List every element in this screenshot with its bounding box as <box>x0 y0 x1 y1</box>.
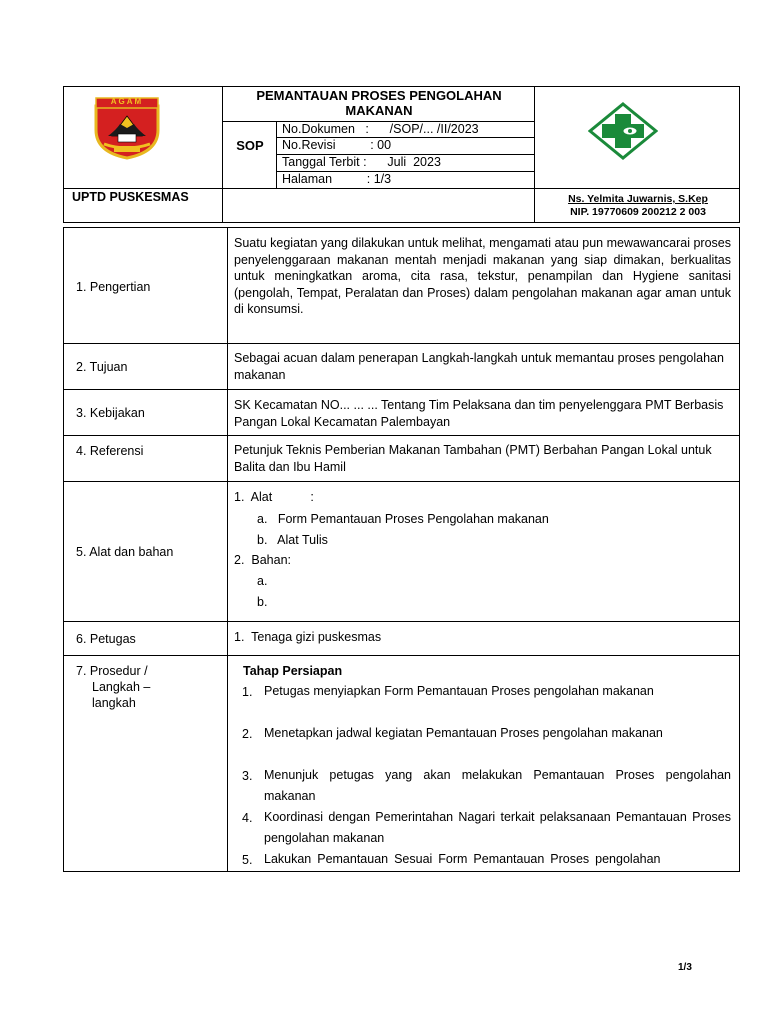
no-dokumen: No.Dokumen : /SOP/... /II/2023 <box>282 122 479 136</box>
bahan-item-a: a. <box>257 574 268 588</box>
alat-label: 5. Alat dan bahan <box>76 545 174 559</box>
prosedur-label-3: langkah <box>92 696 136 710</box>
step-text: Menetapkan jadwal kegiatan Pemantauan Proses pengolahan makanan <box>264 726 663 740</box>
pengertian-text: Suatu kegiatan yang dilakukan untuk melihat, mengamati atau pun mewawancarai proses penyelenggaraan makanan mentah menjadi makanan yang siap dimakan, berkualitas untuk meningkatkan aroma, cita rasa, tekstur, penampilan dan Hygiene sanitasi (pengolah, Tempat, Peralatan dan Proses) dalam pengolahan makanan agar aman untuk di konsumsi. <box>234 236 731 316</box>
prosedur-label-1: 7. Prosedur / <box>76 664 148 678</box>
referensi-label: 4. Referensi <box>76 444 144 458</box>
tahap-persiapan-heading: Tahap Persiapan <box>243 664 343 678</box>
puskesmas-logo <box>588 102 658 160</box>
agam-logo-text: AGAM <box>110 97 144 106</box>
step-text: Koordinasi dengan Pemerintahan Nagari terkait pelaksanaan Pemantauan Proses pengolahan makanan <box>264 810 731 845</box>
no-revisi: No.Revisi : 00 <box>282 138 392 152</box>
document-title: PEMANTAUAN PROSES PENGOLAHAN MAKANAN <box>256 88 502 118</box>
step-number: 4. <box>242 811 253 825</box>
step-text: Lakukan Pemantauan Sesuai Form Pemantauan Proses pengolahan <box>264 852 661 866</box>
petugas-label: 6. Petugas <box>76 632 136 646</box>
petugas-item: 1. Tenaga gizi puskesmas <box>234 630 382 644</box>
step-text: Menunjuk petugas yang akan melakukan Pemantauan Proses pengolahan makanan <box>264 768 731 803</box>
pengertian-label: 1. Pengertian <box>76 280 151 294</box>
halaman: Halaman : 1/3 <box>282 172 392 186</box>
alat-item: 1. Alat : <box>234 490 314 504</box>
step-text: Petugas menyiapkan Form Pemantauan Proses pengolahan makanan <box>264 684 654 698</box>
tanggal-terbit: Tanggal Terbit : Juli 2023 <box>282 155 441 169</box>
prosedur-label-2: Langkah – <box>92 680 151 694</box>
referensi-text: Petunjuk Teknis Pemberian Makanan Tambahan (PMT) Berbahan Pangan Lokal untuk Balita dan Ibu Hamil <box>234 443 712 474</box>
bahan-item: 2. Bahan: <box>234 553 291 567</box>
tujuan-text: Sebagai acuan dalam penerapan Langkah-langkah untuk memantau proses pengolahan makanan <box>234 351 724 382</box>
sop-label: SOP <box>236 138 264 153</box>
kebijakan-label: 3. Kebijakan <box>76 406 145 420</box>
step-number: 3. <box>242 769 253 783</box>
step-number: 2. <box>242 727 253 741</box>
step-number: 1. <box>242 685 253 699</box>
kebijakan-text: SK Kecamatan NO... ... ... Tentang Tim Pelaksana dan tim penyelenggara PMT Berbasis Pangan Lokal Kecamatan Palembayan <box>234 398 724 429</box>
alat-item-a: a. Form Pemantauan Proses Pengolahan makanan <box>257 512 549 526</box>
alat-item-b: b. Alat Tulis <box>257 533 328 547</box>
agam-logo <box>90 96 164 160</box>
bahan-item-b: b. <box>257 595 268 609</box>
tujuan-label: 2. Tujuan <box>76 360 128 374</box>
page-number: 1/3 <box>678 962 692 973</box>
signer-nip: NIP. 19770609 200212 2 003 <box>570 206 706 218</box>
unit-name: UPTD PUSKESMAS <box>72 190 189 204</box>
step-number: 5. <box>242 853 253 867</box>
signer-name: Ns. Yelmita Juwarnis, S.Kep <box>568 193 708 205</box>
